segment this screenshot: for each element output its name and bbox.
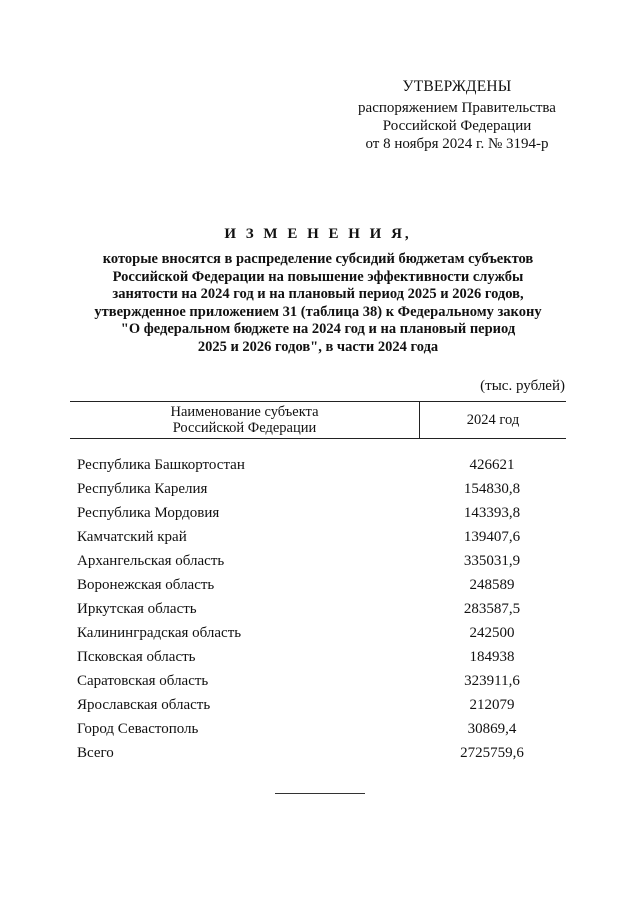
document-title: И З М Е Н Е Н И Я, bbox=[224, 226, 412, 242]
row-value: 426621 bbox=[469, 457, 515, 473]
row-name: Иркутская область bbox=[77, 601, 197, 617]
document-subtitle: которые вносятся в распределение субсидий бюджетам субъектов Российской Федерации на повышение эффективности службы занятости на 2024 год и на плановый период 2025 и 2026 годов, утвержденное приложением 31 (таблица 38) к Федеральному закону "О федеральном бюджете на 2024 год и на плановый период 2025 и 2026 годов", в части 2024 года bbox=[94, 251, 542, 355]
row-value: 139407,6 bbox=[463, 529, 521, 545]
table-row bbox=[70, 645, 566, 669]
end-divider bbox=[275, 793, 365, 794]
row-name: Ярославская область bbox=[77, 697, 211, 713]
row-value: 184938 bbox=[469, 649, 515, 665]
row-name: Псковская область bbox=[77, 649, 196, 665]
table-row-total bbox=[70, 741, 566, 765]
table-row bbox=[70, 693, 566, 717]
row-value: 30869,4 bbox=[467, 721, 517, 737]
table-row bbox=[70, 453, 566, 477]
table-row bbox=[70, 669, 566, 693]
table-body bbox=[70, 453, 566, 765]
row-value: 2725759,6 bbox=[460, 745, 524, 761]
table-row bbox=[70, 525, 566, 549]
row-name: Камчатский край bbox=[77, 529, 187, 545]
row-value: 248589 bbox=[469, 577, 515, 593]
units-label: (тыс. рублей) bbox=[480, 378, 565, 394]
row-value: 283587,5 bbox=[463, 601, 521, 617]
row-value: 154830,8 bbox=[463, 481, 521, 497]
table-row bbox=[70, 573, 566, 597]
table-header bbox=[70, 401, 566, 439]
row-name: Саратовская область bbox=[77, 673, 209, 689]
approval-line-3: от 8 ноября 2024 г. № 3194-р bbox=[365, 136, 549, 152]
approval-line-1: распоряжением Правительства bbox=[358, 100, 556, 116]
row-value: 335031,9 bbox=[463, 553, 521, 569]
table-row bbox=[70, 597, 566, 621]
document-title-block bbox=[70, 226, 566, 357]
approval-stamp bbox=[352, 78, 562, 153]
approval-heading: УТВЕРЖДЕНЫ bbox=[402, 78, 512, 95]
row-value: 212079 bbox=[469, 697, 515, 713]
row-name: Всего bbox=[77, 745, 114, 761]
table-row bbox=[70, 477, 566, 501]
row-name: Архангельская область bbox=[77, 553, 225, 569]
row-value: 323911,6 bbox=[464, 673, 520, 689]
row-name: Город Севастополь bbox=[77, 721, 199, 737]
row-value: 242500 bbox=[469, 625, 515, 641]
table-row bbox=[70, 717, 566, 741]
approval-line-2: Российской Федерации bbox=[382, 118, 532, 134]
row-name: Республика Карелия bbox=[77, 481, 208, 497]
table-row bbox=[70, 621, 566, 645]
row-name: Республика Мордовия bbox=[77, 505, 220, 521]
row-name: Республика Башкортостан bbox=[77, 457, 245, 473]
row-name: Воронежская область bbox=[77, 577, 215, 593]
row-value: 143393,8 bbox=[463, 505, 521, 521]
header-year-cell: 2024 год bbox=[466, 411, 520, 428]
table-row bbox=[70, 549, 566, 573]
row-name: Калининградская область bbox=[77, 625, 242, 641]
header-name-cell: Наименование субъекта Российской Федерации bbox=[70, 402, 420, 438]
table-row bbox=[70, 501, 566, 525]
